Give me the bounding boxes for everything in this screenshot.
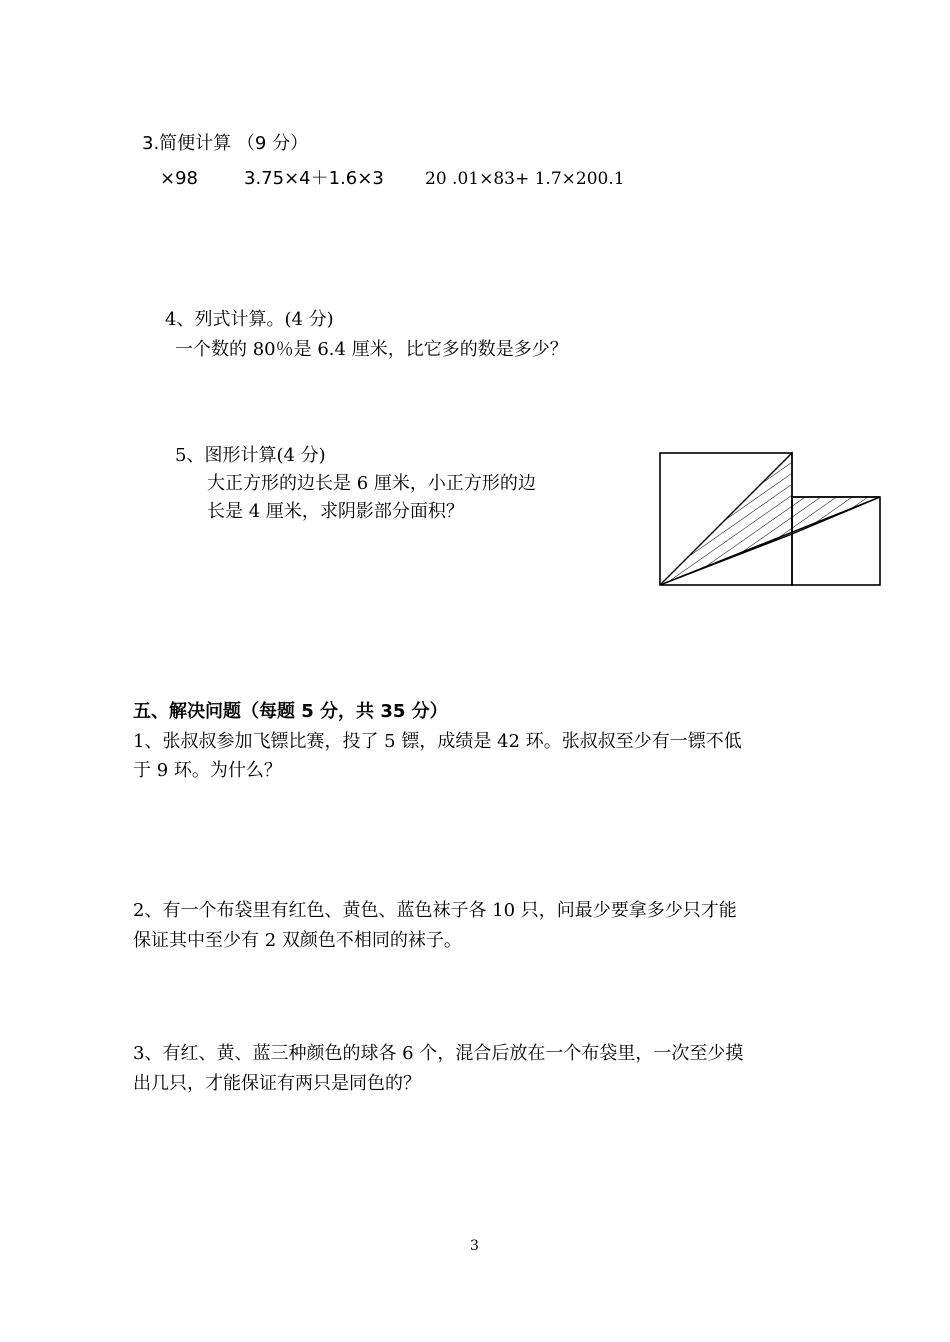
problem-3-line-2: 出几只，才能保证有两只是同色的？ <box>133 1073 421 1094</box>
problem-3-line-1: 3、有红、黄、蓝三种颜色的球各 6 个，混合后放在一个布袋里，一次至少摸 <box>133 1043 744 1064</box>
q4-text: 一个数的 80％是 6.4 厘米，比它多的数是多少？ <box>175 339 568 360</box>
q3-expression-2: 3.75×4＋1.6×3 <box>244 168 384 189</box>
q4-heading: 4、列式计算。(4 分) <box>165 309 334 330</box>
problem-1-line-2: 于 9 环。为什么？ <box>133 760 282 781</box>
squares-figure <box>655 448 885 592</box>
problem-1-line-1: 1、张叔叔参加飞镖比赛，投了 5 镖，成绩是 42 环。张叔叔至少有一镖不低 <box>133 731 742 752</box>
q3-heading: 3.简便计算 （9 分） <box>142 133 309 154</box>
q5-text-line-2: 长是 4 厘米，求阴影部分面积？ <box>207 501 464 522</box>
q5-heading: 5、图形计算(4 分) <box>175 445 326 466</box>
problem-2-line-1: 2、有一个布袋里有红色、黄色、蓝色袜子各 10 只，问最少要拿多少只才能 <box>133 900 737 921</box>
problem-2-line-2: 保证其中至少有 2 双颜色不相同的袜子。 <box>133 930 462 951</box>
q3-expression-1: ×98 <box>160 168 198 189</box>
q3-expression-3: 20 .01×83+ 1.7×200.1 <box>425 169 625 189</box>
page-number: 3 <box>470 1238 479 1254</box>
shaded-triangle-large <box>660 453 792 585</box>
section-5-heading: 五、解决问题（每题 5 分，共 35 分） <box>133 701 448 722</box>
q5-text-line-1: 大正方形的边长是 6 厘米，小正方形的边 <box>207 473 536 494</box>
